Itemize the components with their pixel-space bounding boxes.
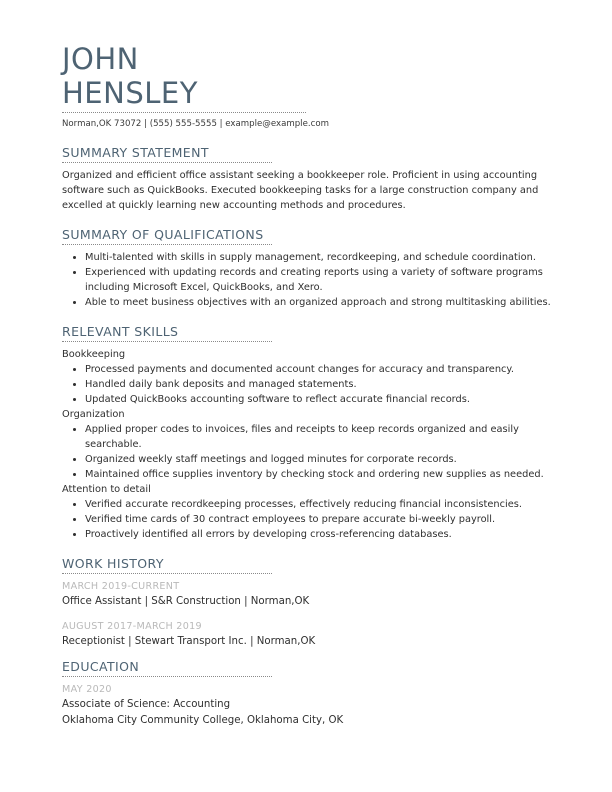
section-title: SUMMARY OF QUALIFICATIONS — [62, 227, 264, 242]
list-item: • Verified time cards of 30 contract employees to prepare accurate bi-weekly payroll. — [85, 512, 552, 527]
education-section — [62, 659, 552, 729]
list-item: • Able to meet business objectives with an organized approach and strong multitasking abilities. — [85, 295, 552, 310]
section-divider — [62, 244, 272, 245]
list-item: • Verified accurate recordkeeping processes, effectively reducing financial inconsistencies. — [85, 497, 552, 512]
job-dates: AUGUST 2017-MARCH 2019 — [62, 621, 202, 632]
skill-group-title: Organization — [62, 409, 125, 420]
work-history-section — [62, 556, 552, 649]
section-divider — [62, 573, 272, 574]
first-name: JOHN — [62, 42, 139, 76]
job-title-line: Office Assistant | S&R Construction | Norman,OK — [62, 596, 310, 607]
section-divider — [62, 162, 272, 163]
section-title: SUMMARY STATEMENT — [62, 145, 209, 160]
last-name: HENSLEY — [62, 76, 198, 110]
list-item: • Experienced with updating records and creating reports using a variety of software programs including Microsoft Excel, QuickBooks, and Xero. — [85, 265, 552, 295]
contact-info: Norman,OK 73072 | (555) 555-5555 | example@example.com — [62, 119, 329, 129]
section-title: WORK HISTORY — [62, 556, 164, 571]
section-divider — [62, 676, 272, 677]
list-item: • Organized weekly staff meetings and logged minutes for corporate records. — [85, 452, 552, 467]
list-item: • Maintained office supplies inventory by checking stock and ordering new supplies as needed. — [85, 467, 552, 482]
degree: Associate of Science: Accounting — [62, 699, 231, 710]
skill-list — [62, 422, 552, 482]
qualifications-section — [62, 227, 552, 310]
resume-page — [62, 42, 552, 729]
skill-group-title: Attention to detail — [62, 484, 151, 495]
skill-list — [62, 497, 552, 542]
section-title: RELEVANT SKILLS — [62, 324, 179, 339]
education-date: MAY 2020 — [62, 684, 112, 695]
job-title-line: Receptionist | Stewart Transport Inc. | Norman,OK — [62, 636, 316, 647]
skills-section — [62, 324, 552, 542]
list-item: • Handled daily bank deposits and managed statements. — [85, 377, 552, 392]
job-dates: MARCH 2019-CURRENT — [62, 581, 180, 592]
list-item: • Applied proper codes to invoices, files and receipts to keep records organized and easily searchable. — [85, 422, 552, 452]
school: Oklahoma City Community College, Oklahoma City, OK — [62, 715, 344, 726]
skill-list — [62, 362, 552, 407]
section-title: EDUCATION — [62, 659, 140, 674]
summary-section — [62, 145, 552, 213]
list-item: • Updated QuickBooks accounting software to reflect accurate financial records. — [85, 392, 552, 407]
qualifications-list — [62, 250, 552, 310]
resume-header — [62, 42, 552, 131]
summary-text: Organized and efficient office assistant seeking a bookkeeper role. Proficient in using accounting software such as QuickBooks. Executed bookkeeping tasks for a large construction company and excelled at quickly learning new accounting methods and procedures. — [62, 170, 539, 211]
skill-group-title: Bookkeeping — [62, 349, 126, 360]
list-item: • Multi-talented with skills in supply management, recordkeeping, and schedule coordination. — [85, 250, 552, 265]
list-item: • Processed payments and documented account changes for accuracy and transparency. — [85, 362, 552, 377]
header-divider — [62, 112, 306, 113]
list-item: • Proactively identified all errors by developing cross-referencing databases. — [85, 527, 552, 542]
section-divider — [62, 341, 272, 342]
